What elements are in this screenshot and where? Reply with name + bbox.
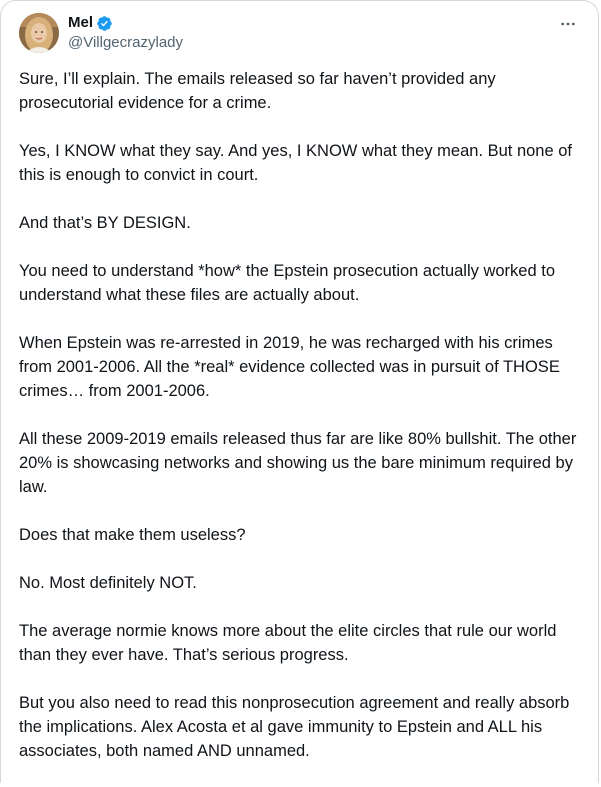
tweet-paragraph: You need to understand *how* the Epstein prosecution actually worked to understand what these files are actually about. — [19, 262, 556, 304]
tweet-paragraph: When Epstein was re-arrested in 2019, he was recharged with his crimes from 2001-2006. All the *real* evidence collected was in pursuit of THOSE crimes… from 2001-2006. — [19, 334, 560, 400]
tweet-paragraph: But you also need to read this nonprosecution agreement and really absorb the implications. Alex Acosta et al gave immunity to Epstein and ALL his associates, both named AND unnamed. — [19, 694, 570, 760]
tweet-paragraph: Does that make them useless? — [19, 526, 246, 544]
tweet-text — [19, 67, 584, 787]
display-name[interactable]: Mel — [68, 14, 94, 31]
more-options-icon[interactable] — [556, 15, 580, 33]
tweet-header — [19, 13, 183, 53]
avatar[interactable] — [19, 13, 59, 53]
tweet-paragraph: All these 2009-2019 emails released thus far are like 80% bullshit. The other 20% is showcasing networks and showing us the bare minimum required by law. — [19, 430, 577, 496]
tweet-paragraph: Yes, I KNOW what they say. And yes, I KNOW what they mean. But none of this is enough to convict in court. — [19, 142, 573, 184]
author-names — [68, 13, 183, 53]
tweet-paragraph: The average normie knows more about the elite circles that rule our world than they ever have. That’s serious progress. — [19, 622, 557, 664]
user-handle[interactable]: @Villgecrazylady — [68, 34, 183, 51]
name-row — [68, 13, 183, 33]
tweet-paragraph: And that’s BY DESIGN. — [19, 214, 191, 232]
tweet-paragraph: Sure, I’ll explain. The emails released so far haven’t provided any prosecutorial evidence for a crime. — [19, 70, 496, 112]
verified-badge-icon[interactable] — [96, 15, 113, 32]
tweet-paragraph: No. Most definitely NOT. — [19, 574, 197, 592]
avatar-photo-icon — [19, 13, 59, 53]
